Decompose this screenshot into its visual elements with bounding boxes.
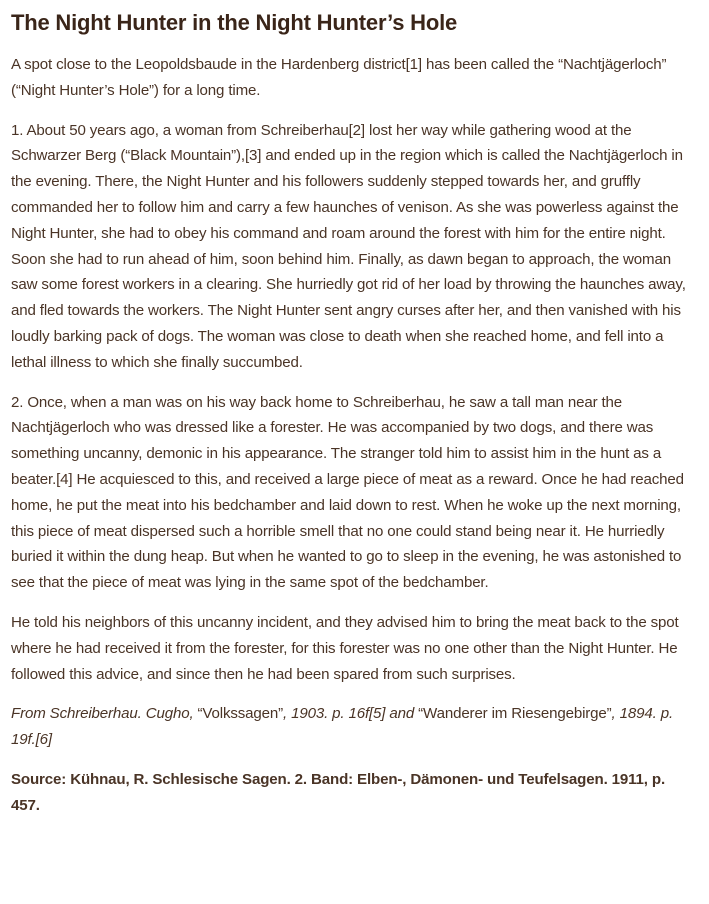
citation-title-2: “Wanderer im Riesengebirge” [418, 705, 612, 723]
citation-title-1: “Volkssagen” [197, 705, 283, 723]
page-title: The Night Hunter in the Night Hunter’s Hole [11, 10, 458, 35]
story-2-paragraph: 2. Once, when a man was on his way back home to Schreiberhau, he saw a tall man near the Nachtjägerloch who was dressed like a forester. He was accompanied by two dogs, and there was something uncanny, demonic in his appearance. The stranger told him to assist him in the hunt as a beater.[4] He acquiesced to this, and received a large piece of meat as a reward. Once he had reached home, he put the meat into his bedchamber and laid down to rest. When he woke up the next morning, this piece of meat dispersed such a horrible smell that no one could stand being near it. He hurriedly buried it within the dung heap. But when he wanted to go to sleep in the evening, he was astonished to see that the piece of meat was lying in the same spot of the bedchamber. [11, 393, 684, 592]
citation-part-1: From Schreiberhau. Cugho, [11, 705, 198, 723]
intro-paragraph: A spot close to the Leopoldsbaude in the Hardenberg district[1] has been called the “Nachtjägerloch” (“Night Hunter’s Hole”) for a long time. [11, 56, 667, 99]
story-1-paragraph: 1. About 50 years ago, a woman from Schreiberhau[2] lost her way while gathering wood at the Schwarzer Berg (“Black Mountain”),[3] and ended up in the region which is called the Nachtjägerloch in the evening. There, the Night Hunter and his followers suddenly stepped towards her, and gruffly commanded her to follow him and carry a few haunches of venison. As she was powerless against the Night Hunter, she had to obey his command and roam around the forest with him for the entire night. Soon she had to run ahead of him, soon behind him. Finally, as dawn began to approach, the woman saw some forest workers in a clearing. She hurriedly got rid of her load by throwing the haunches away, and fled towards the workers. The Night Hunter sent angry curses after her, and then vanished with his loudly barking pack of dogs. The woman was close to death when she reached home, and fell into a lethal illness to which she finally succumbed. [11, 121, 686, 371]
citation-part-3: , 1894. p. 19f.[6] [11, 705, 673, 749]
source-paragraph: Source: Kühnau, R. Schlesische Sagen. 2. Band: Elben-, Dämonen- und Teufelsagen. 1911, p. 457. [11, 770, 665, 814]
citation-paragraph [11, 701, 695, 753]
story-2-continued-paragraph: He told his neighbors of this uncanny incident, and they advised him to bring the meat back to the spot where he had received it from the forester, for this forester was no one other than the Night Hunter. He followed this advice, and since then he had been spared from such surprises. [11, 613, 679, 683]
citation-part-2: , 1903. p. 16f[5] and [283, 705, 419, 723]
